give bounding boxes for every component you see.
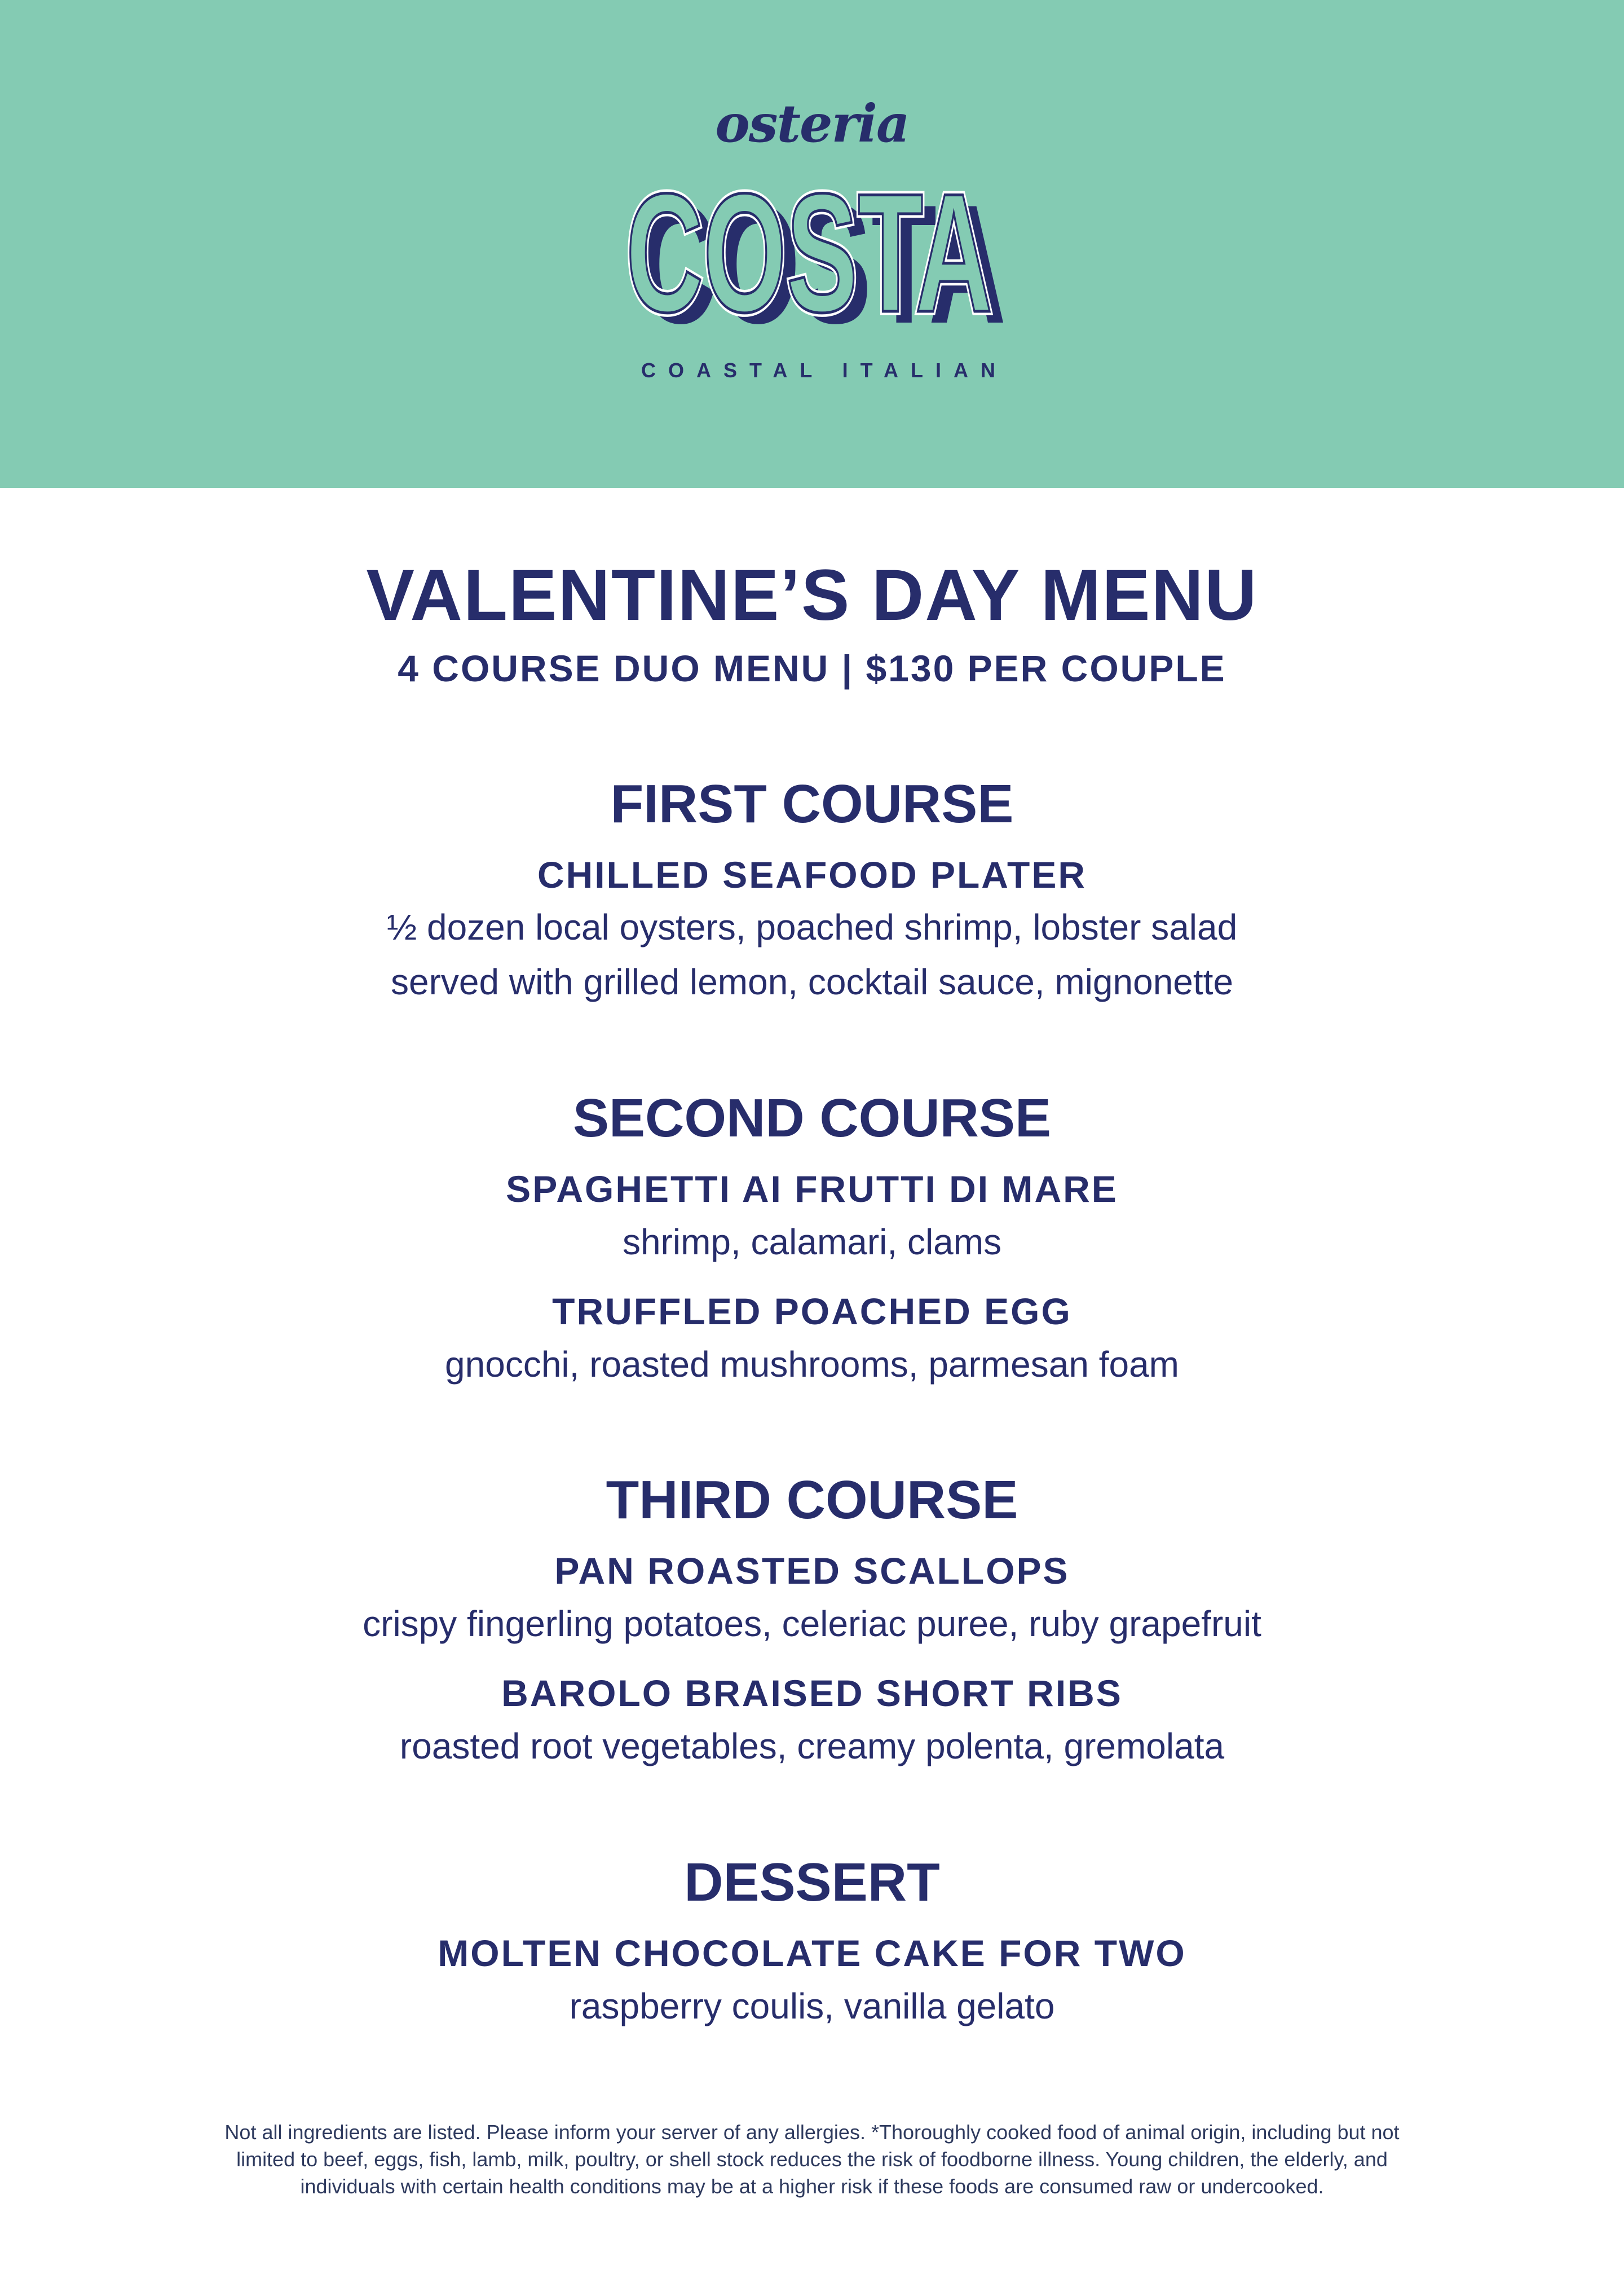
course-heading-first: FIRST COURSE	[610, 774, 1014, 834]
logo-wordmark-svg	[617, 164, 1012, 344]
dish-name: TRUFFLED POACHED EGG	[552, 1290, 1072, 1332]
disclaimer-line: Not all ingredients are listed. Please inform your server of any allergies. *Thoroughly cooked food of animal origin, including but not	[224, 2121, 1400, 2144]
dish-description: shrimp, calamari, clams	[622, 1222, 1002, 1262]
disclaimer-line: limited to beef, eggs, fish, lamb, milk, poultry, or shell stock reduces the risk of foodborne illness. Young children, the elderly, and	[236, 2148, 1388, 2171]
course-heading-third: THIRD COURSE	[606, 1470, 1018, 1530]
logo-script-text: osteria	[715, 93, 909, 154]
disclaimer-line: individuals with certain health conditions may be at a higher risk if these foods are consumed raw or undercooked.	[300, 2175, 1324, 2198]
dish-name: BAROLO BRAISED SHORT RIBS	[501, 1672, 1123, 1714]
dish-name: SPAGHETTI AI FRUTTI DI MARE	[506, 1168, 1118, 1210]
menu-title: VALENTINE’S DAY MENU	[366, 555, 1258, 636]
dish-description: crispy fingerling potatoes, celeriac puree, ruby grapefruit	[363, 1603, 1261, 1644]
logo-word-outline: COSTA	[626, 164, 992, 344]
restaurant-logo	[0, 0, 1624, 488]
logo-word-fill: COSTA	[626, 164, 992, 344]
menu-subtitle: 4 COURSE DUO MENU | $130 PER COUPLE	[398, 647, 1226, 689]
logo-word-shadow: COSTA	[639, 169, 1006, 344]
dish-description: gnocchi, roasted mushrooms, parmesan foam	[445, 1344, 1179, 1385]
dish-description: served with grilled lemon, cocktail sauce, mignonette	[390, 962, 1234, 1002]
course-heading-second: SECOND COURSE	[572, 1088, 1052, 1148]
dish-name: CHILLED SEAFOOD PLATER	[537, 854, 1087, 896]
logo-tagline: COASTAL ITALIAN	[641, 359, 1008, 382]
course-heading-dessert: DESSERT	[684, 1852, 940, 1912]
dish-name: PAN ROASTED SCALLOPS	[554, 1550, 1070, 1592]
dish-name: MOLTEN CHOCOLATE CAKE FOR TWO	[438, 1932, 1186, 1974]
dish-description: roasted root vegetables, creamy polenta, gremolata	[399, 1726, 1225, 1766]
dish-description: raspberry coulis, vanilla gelato	[569, 1986, 1055, 2026]
logo-wordmark	[617, 164, 1012, 344]
dish-description: ½ dozen local oysters, poached shrimp, lobster salad	[386, 907, 1238, 948]
allergy-disclaimer	[169, 2119, 1455, 2200]
